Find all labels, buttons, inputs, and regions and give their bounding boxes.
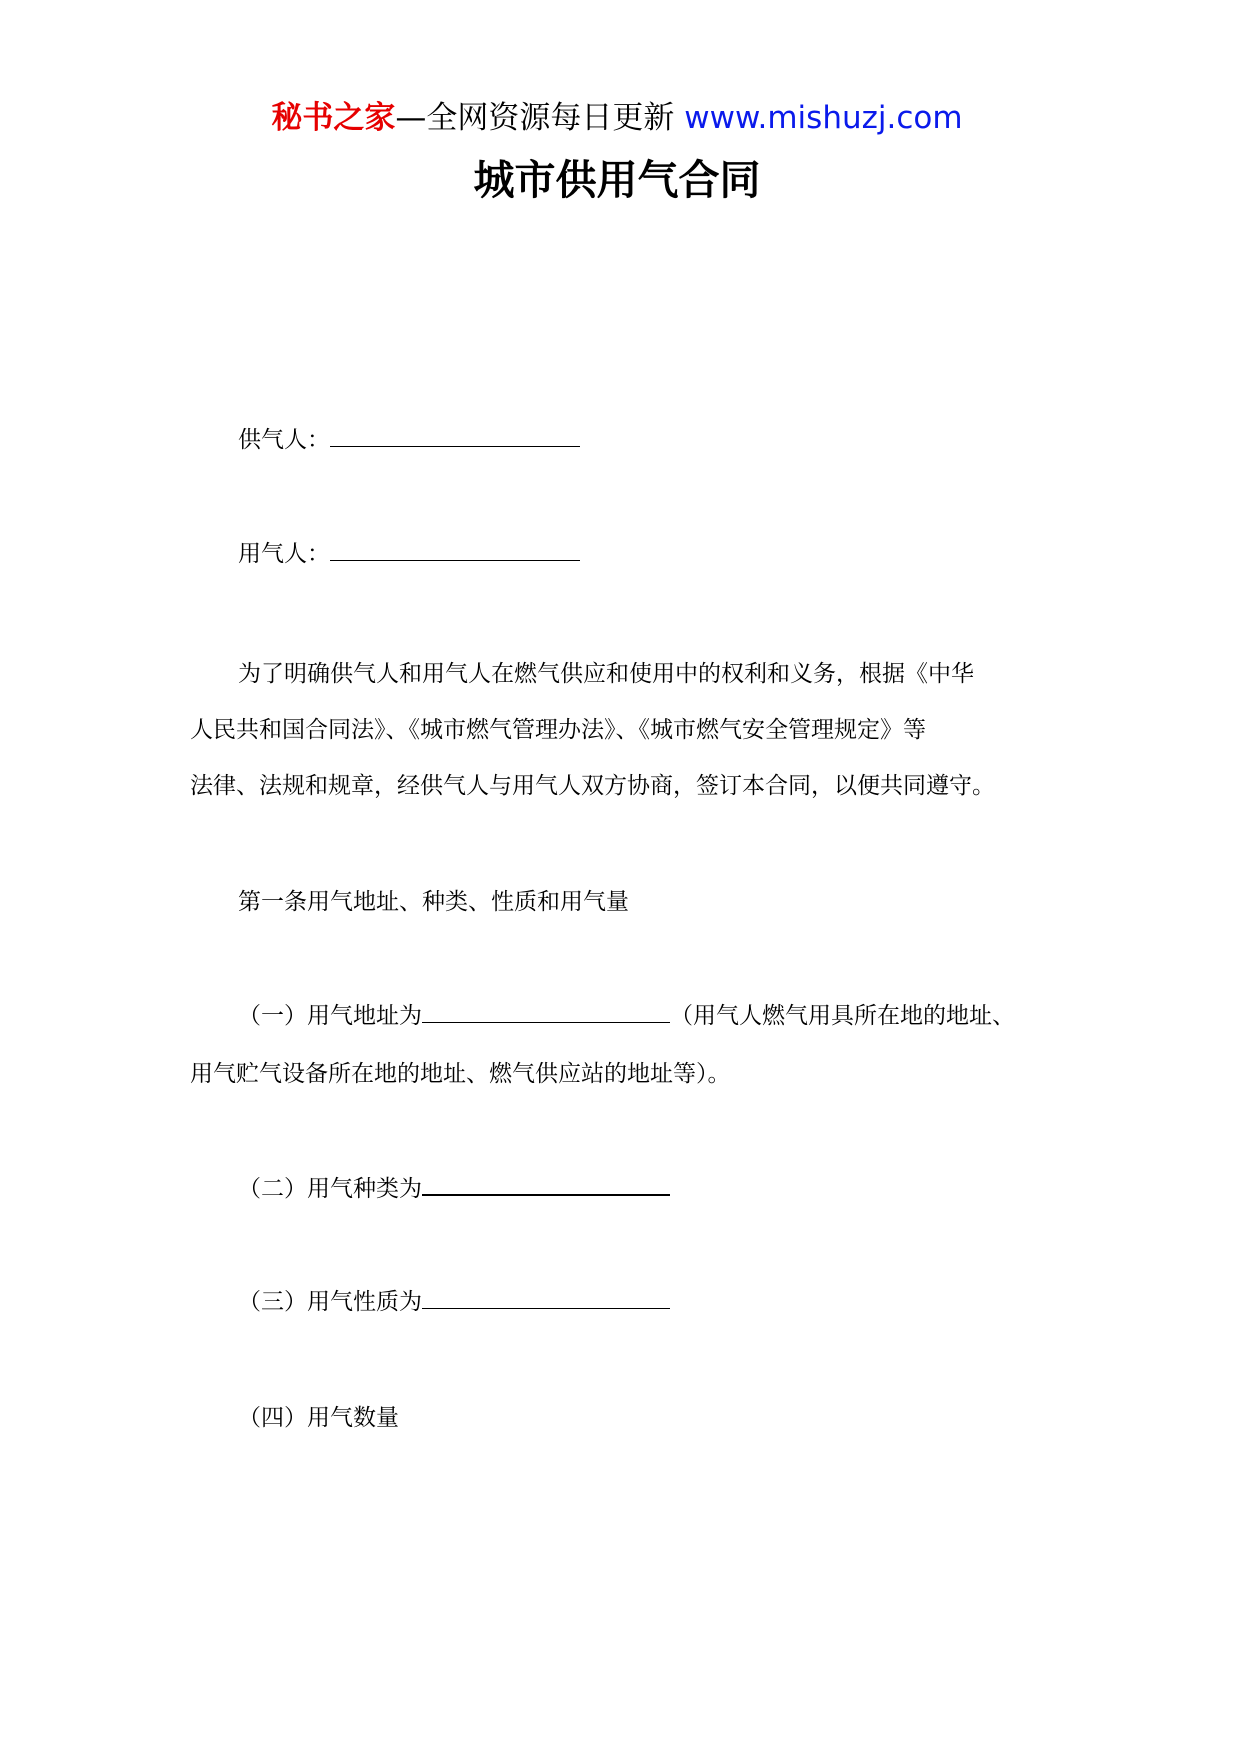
preamble-line-1: 为了明确供气人和用气人在燃气供应和使用中的权利和义务，根据《中华 [238,661,974,687]
site-slogan: —全网资源每日更新 [395,100,685,136]
item3-label: （三）用气性质为 [238,1289,422,1315]
article1-heading: 第一条用气地址、种类、性质和用气量 [238,889,629,915]
site-brand: 秘书之家 [271,100,396,136]
supplier-line [238,424,580,456]
user-blank-field[interactable] [330,538,580,561]
item1-suffix: （用气人燃气用具所在地的地址、 [670,1003,1015,1029]
site-banner [0,98,1234,138]
gas-nature-blank-field[interactable] [422,1286,670,1309]
user-label: 用气人： [238,541,330,567]
item1-label: （一）用气地址为 [238,1003,422,1029]
article1-item1-line2: 用气贮气设备所在地的地址、燃气供应站的地址等）。 [190,1061,731,1087]
gas-type-blank-field[interactable] [422,1172,670,1196]
article1-item3 [238,1286,670,1318]
article1-item2 [238,1172,670,1205]
preamble-line-2: 人民共和国合同法》、《城市燃气管理办法》、《城市燃气安全管理规定》等 [190,717,926,743]
article1-item1 [238,1000,1015,1032]
preamble-line-3: 法律、法规和规章，经供气人与用气人双方协商，签订本合同，以便共同遵守。 [190,773,995,799]
article1-item4: （四）用气数量 [238,1405,399,1431]
item2-label: （二）用气种类为 [238,1176,422,1202]
supplier-blank-field[interactable] [330,424,580,447]
document-title: 城市供用气合同 [473,156,761,204]
supplier-label: 供气人： [238,427,330,453]
site-url-link[interactable]: www.mishuzj.com [684,100,963,136]
address-blank-field[interactable] [422,1000,670,1023]
user-line [238,538,580,570]
